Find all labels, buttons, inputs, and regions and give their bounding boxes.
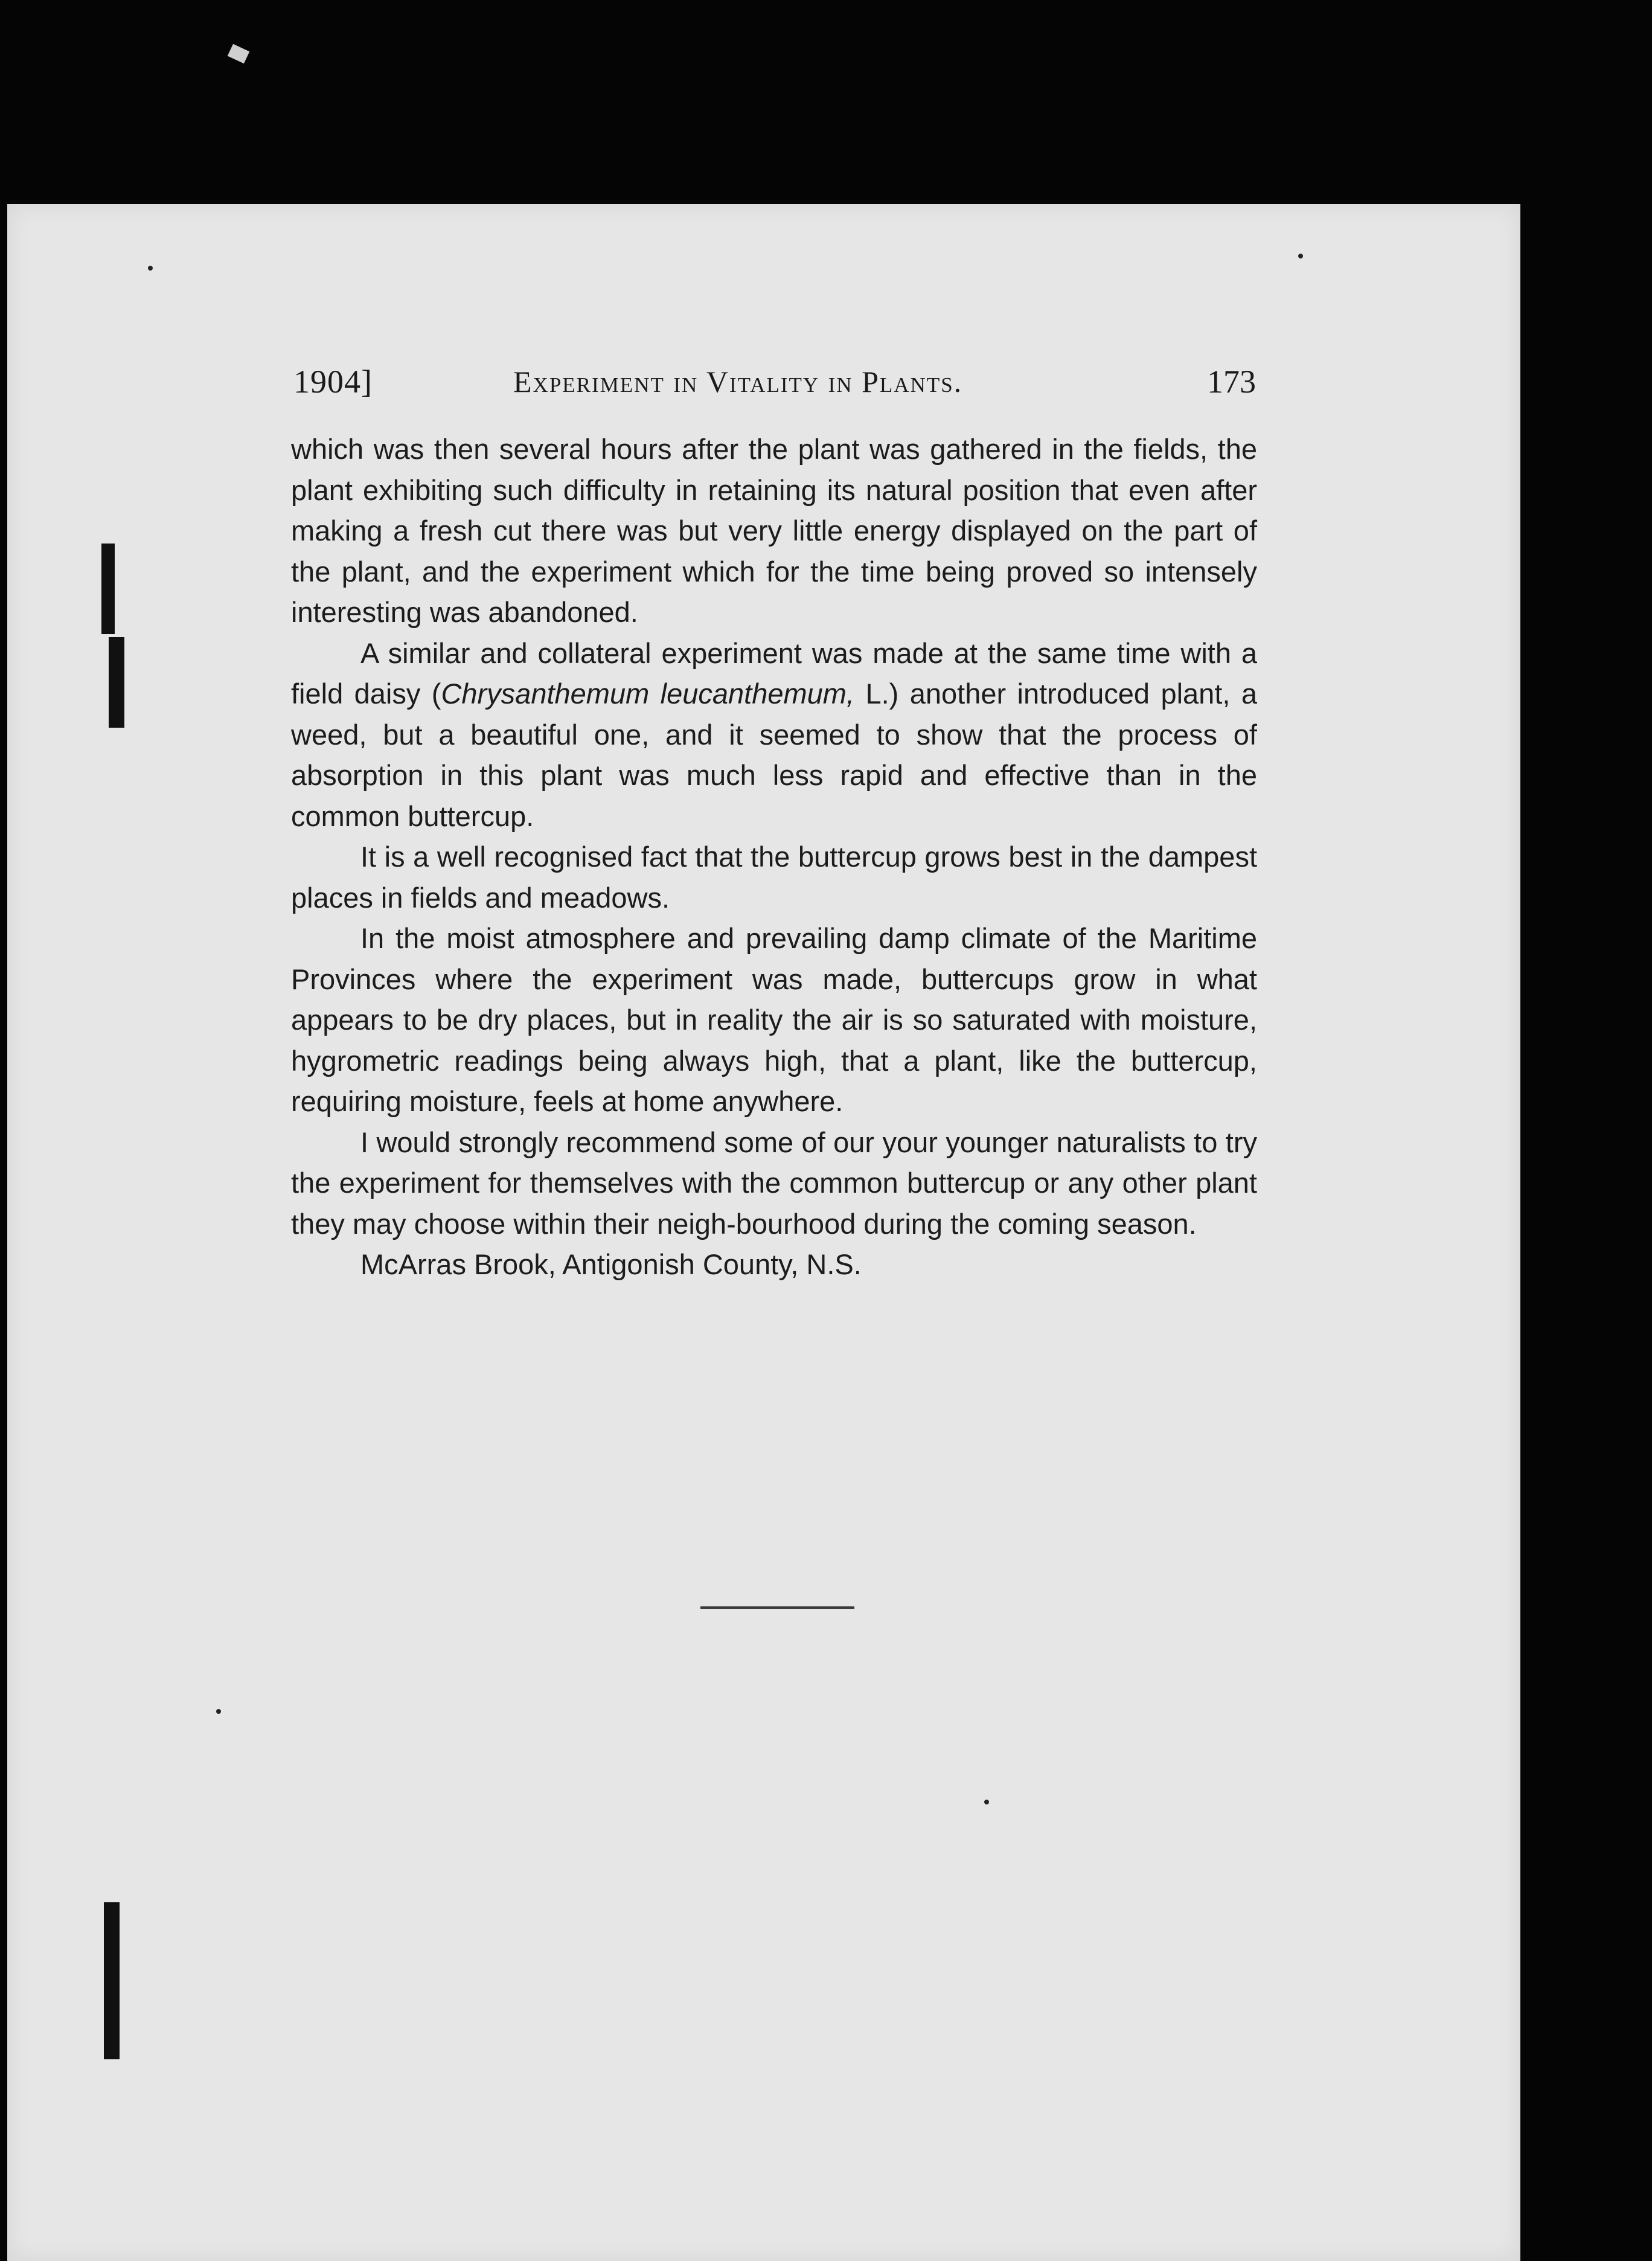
paragraph-maritime-climate: In the moist atmosphere and prevailing damp climate of the Maritime Provinces where the experiment was made, buttercups grow in what appears to be dry places, but in reality the air is so saturated with moisture, hygrometric readings being always high, that a plant, like the buttercup, requiring moisture, feels at home anywhere. bbox=[291, 922, 1257, 1117]
binding-mark-bottom bbox=[104, 1902, 120, 2059]
binding-mark-top bbox=[101, 544, 115, 634]
running-head-title: Experiment in Vitality in Plants. bbox=[513, 365, 963, 399]
species-name: Chrysanthemum leucanthemum, bbox=[441, 678, 855, 710]
dust-speck bbox=[148, 266, 153, 271]
place-signature: McArras Brook, Antigonish County, N.S. bbox=[360, 1248, 862, 1280]
dust-speck bbox=[216, 1709, 221, 1714]
binding-mark-middle bbox=[109, 637, 124, 728]
dust-speck bbox=[1298, 254, 1303, 258]
paragraph-recommendation: I would strongly recommend some of our your younger naturalists to try the experiment for themselves with the common buttercup or any other plant they may choose within their neigh-bourhood during the coming season. bbox=[291, 1126, 1257, 1240]
paragraph-daisy-text-after: L.) another introduced plant, a weed, but a beautiful one, and it seemed to show that the process of absorption in this plant was much less rapid and effective than in the common buttercup. bbox=[291, 678, 1257, 832]
paragraph-daisy-experiment bbox=[291, 633, 1257, 837]
running-head-year: 1904] bbox=[293, 364, 373, 400]
section-end-rule bbox=[700, 1606, 854, 1609]
paragraph-continuation: which was then several hours after the plant was gathered in the fields, the plant exhibiting such difficulty in retaining its natural position that even after making a fresh cut there was but very little energy displayed on the part of the plant, and the experiment which for the time being proved so intensely interesting was abandoned. bbox=[291, 433, 1257, 628]
body-text bbox=[291, 429, 1257, 1285]
paragraph-daisy-text-before: A similar and collateral experiment was made at the same time with a field daisy ( bbox=[291, 637, 1257, 710]
corner-mark bbox=[228, 44, 249, 64]
running-head bbox=[284, 359, 1256, 408]
paragraph-buttercup-fact: It is a well recognised fact that the buttercup grows best in the dampest places in fields and meadows. bbox=[291, 841, 1257, 914]
page-number: 173 bbox=[1207, 364, 1256, 400]
dust-speck bbox=[984, 1800, 989, 1804]
